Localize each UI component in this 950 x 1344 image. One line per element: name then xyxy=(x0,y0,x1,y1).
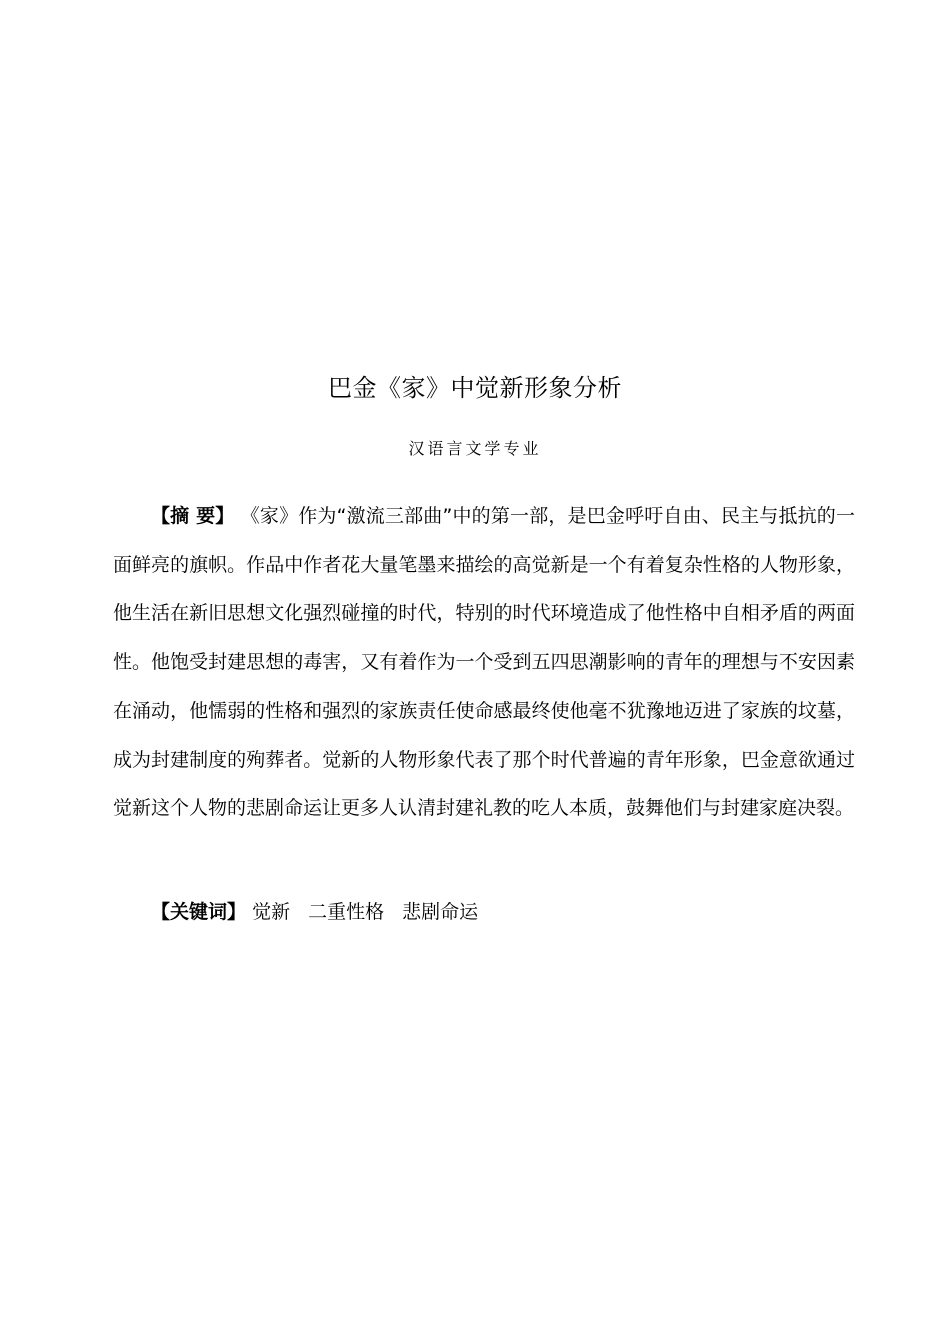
keyword-item: 觉新 xyxy=(252,901,291,923)
abstract-paragraph xyxy=(113,492,855,833)
document-title: 巴金《家》中觉新形象分析 xyxy=(328,374,622,402)
document-subtitle: 汉语言文学专业 xyxy=(408,439,542,458)
keyword-item: 二重性格 xyxy=(308,901,385,923)
keywords-label: 【关键词】 xyxy=(151,901,247,923)
abstract-label: 【摘 要】 xyxy=(151,505,235,527)
keywords-line xyxy=(151,888,478,936)
abstract-text: 《家》作为“激流三部曲”中的第一部，是巴金呼吁自由、民主与抵抗的一面鲜亮的旗帜。作品中作者花大量笔墨来描绘的高觉新是一个有着复杂性格的人物形象，他生活在新旧思想文化强烈碰撞的时代，特别的时代环境造成了他性格中自相矛盾的两面性。他饱受封建思想的毒害，又有着作为一个受到五四思潮影响的青年的理想与不安因素在涌动，他懦弱的性格和强烈的家族责任使命感最终使他毫不犹豫地迈进了家族的坟墓，成为封建制度的殉葬者。觉新的人物形象代表了那个时代普遍的青年形象，巴金意欲通过觉新这个人物的悲剧命运让更多人认清封建礼教的吃人本质，鼓舞他们与封建家庭决裂。 xyxy=(113,505,855,820)
keyword-item: 悲剧命运 xyxy=(402,901,479,923)
